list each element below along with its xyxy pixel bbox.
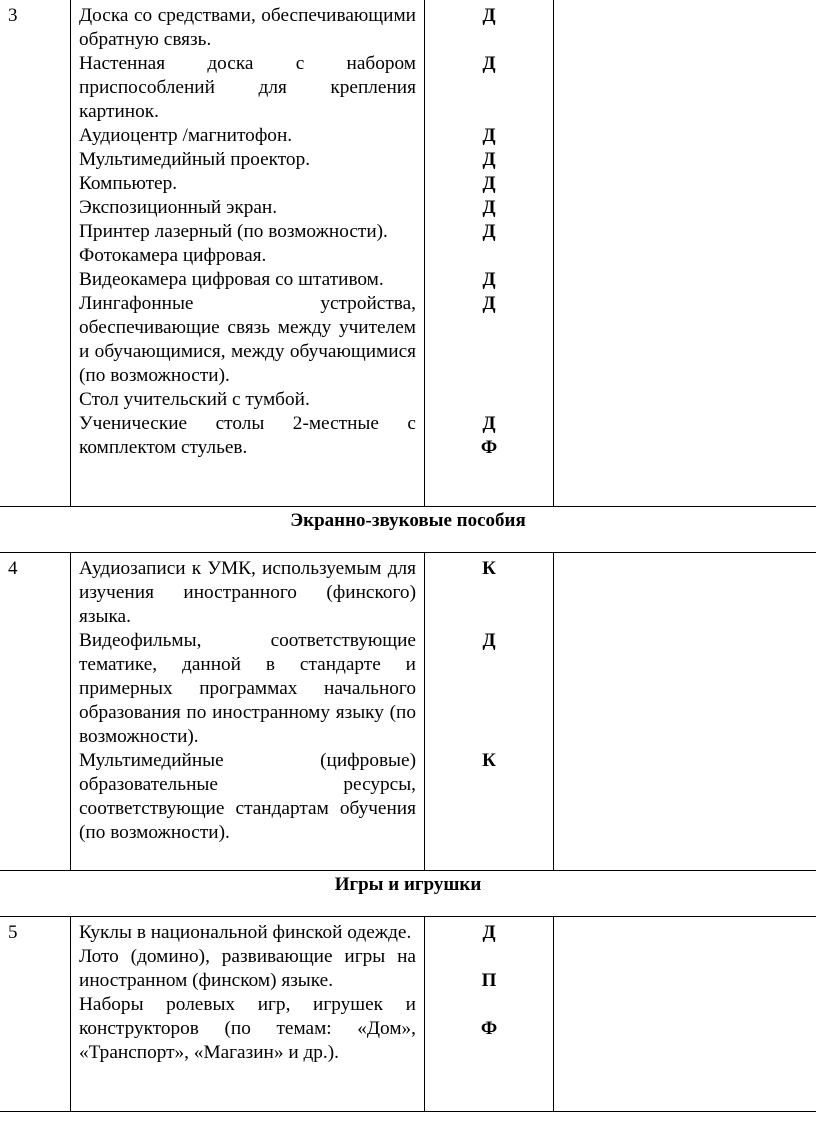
column-divider-number	[70, 552, 71, 870]
quantity-code: Д	[482, 922, 496, 943]
list-item: Куклы в национальной финской одежде.	[79, 922, 412, 943]
row-1-bottom-border	[0, 506, 816, 507]
column-divider-number	[70, 916, 71, 1111]
quantity-code: Д	[482, 630, 496, 651]
quantity-code: К	[482, 558, 496, 579]
list-item: Видеокамера цифровая со штативом.	[79, 269, 384, 290]
list-item: Наборы ролевых игр, игрушек и конструкторов (по темам: «Дом», «Транспорт», «Магазин» и др.).	[79, 994, 416, 1063]
list-item: Настенная доска с набором приспособлений для крепления картинок.	[79, 53, 416, 122]
row-number: 3	[8, 5, 18, 26]
column-divider-number	[70, 0, 71, 506]
row-2-top-border	[0, 552, 816, 553]
equipment-list	[79, 4, 416, 460]
quantity-code: Ф	[480, 437, 498, 458]
list-item: Аудиозаписи к УМК, используемым для изучения иностранного (финского) языка.	[79, 558, 416, 627]
quantity-code: Д	[482, 269, 496, 290]
equipment-list	[79, 921, 416, 1065]
list-item: Компьютер.	[79, 173, 178, 194]
quantity-code: Д	[482, 53, 496, 74]
row-number: 4	[8, 558, 18, 579]
list-item: Аудиоцентр /магнитофон.	[79, 125, 293, 146]
section-title: Игры и игрушки	[334, 874, 482, 895]
quantity-code: К	[482, 750, 496, 771]
list-item: Видеофильмы, соответствующие тематике, данной в стандарте и примерных программах начального образования по иностранному языку (по возможности).	[79, 630, 416, 747]
quantity-code: Д	[482, 293, 496, 314]
list-item: Стол учительский с тумбой.	[79, 389, 310, 410]
quantity-code: Д	[482, 5, 496, 26]
list-item: Экспозиционный экран.	[79, 197, 278, 218]
column-divider-items	[424, 916, 425, 1111]
list-item: Мультимедийные (цифровые) образовательные ресурсы, соответствующие стандартам обучения (по возможности).	[79, 750, 416, 843]
list-item: Принтер лазерный (по возможности).	[79, 221, 388, 242]
list-item: Мультимедийный проектор.	[79, 149, 311, 170]
list-item: Лингафонные устройства, обеспечивающие связь между учителем и обучающимися, между обучающимися (по возможности).	[79, 293, 416, 386]
quantity-code: Ф	[480, 1018, 498, 1039]
quantity-code: Д	[482, 413, 496, 434]
column-divider-codes	[553, 916, 554, 1111]
column-divider-items	[424, 552, 425, 870]
quantity-code: Д	[482, 149, 496, 170]
list-item: Лото (домино), развивающие игры на иностранном (финском) языке.	[79, 946, 416, 991]
column-divider-codes	[553, 0, 554, 506]
column-divider-codes	[553, 552, 554, 870]
quantity-code: Д	[482, 125, 496, 146]
section-title: Экранно-звуковые пособия	[290, 510, 526, 531]
row-2-bottom-border	[0, 870, 816, 871]
quantity-code: П	[481, 970, 497, 991]
list-item: Фотокамера цифровая.	[79, 245, 267, 266]
list-item: Доска со средствами, обеспечивающими обратную связь.	[79, 5, 416, 50]
equipment-list	[79, 557, 416, 845]
row-number: 5	[8, 922, 18, 943]
row-3-bottom-border	[0, 1111, 816, 1112]
quantity-code: Д	[482, 221, 496, 242]
list-item: Ученические столы 2-местные с комплектом стульев.	[79, 413, 416, 458]
quantity-code: Д	[482, 173, 496, 194]
row-3-top-border	[0, 916, 816, 917]
quantity-code: Д	[482, 197, 496, 218]
